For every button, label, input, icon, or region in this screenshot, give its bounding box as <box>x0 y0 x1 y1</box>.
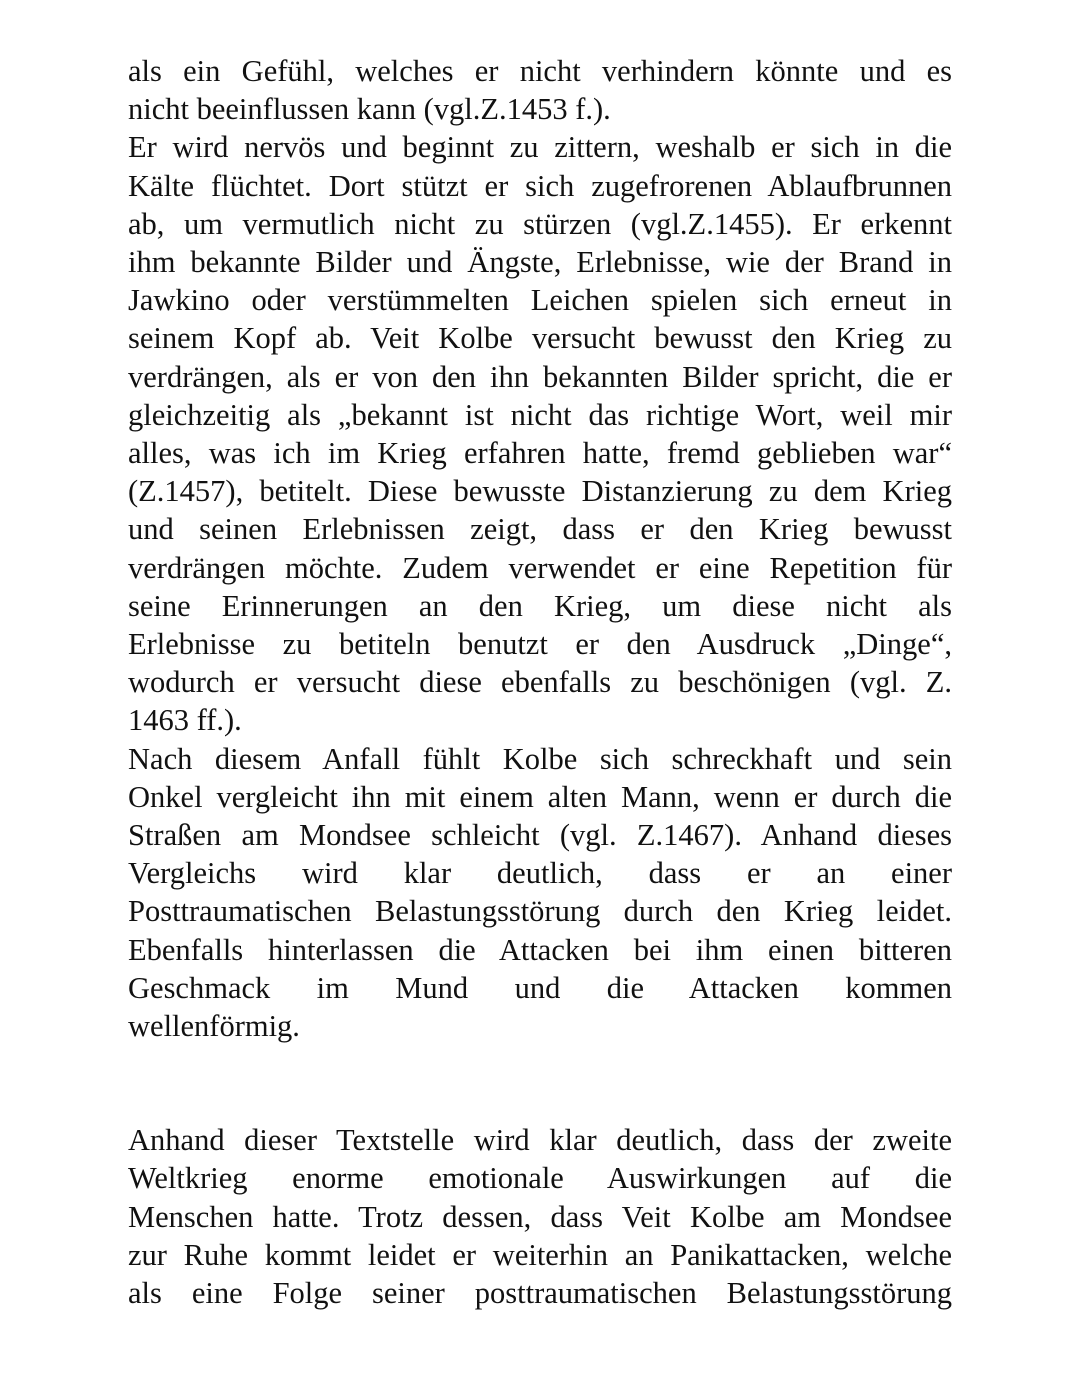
text-line: Er wird nervös und beginnt zu zittern, weshalb er sich in die <box>128 130 952 165</box>
text-line: als ein Gefühl, welches er nicht verhindern könnte und es <box>128 54 952 88</box>
text-line: Posttraumatischen Belastungsstörung durch den Krieg leidet. <box>128 894 952 929</box>
text-line: (Z.1457), betitelt. Diese bewusste Distanzierung zu dem Krieg <box>128 474 952 509</box>
text-line: ab, um vermutlich nicht zu stürzen (vgl.Z.1455). Er erkennt <box>128 206 952 241</box>
text-line: Vergleichs wird klar deutlich, dass er an einer <box>128 856 952 891</box>
paragraph-3 <box>128 740 952 1046</box>
text-line: Geschmack im Mund und die Attacken kommen <box>128 970 952 1005</box>
text-line: Straßen am Mondsee schleicht (vgl. Z.1467). Anhand dieses <box>128 818 952 853</box>
text-line: und seinen Erlebnissen zeigt, dass er den Krieg bewusst <box>128 512 952 547</box>
paragraph-spacer <box>128 1045 952 1121</box>
text-line: zur Ruhe kommt leidet er weiterhin an Panikattacken, welche <box>128 1237 952 1272</box>
paragraph-2 <box>128 128 952 739</box>
text-line: Weltkrieg enorme emotionale Auswirkungen auf die <box>128 1161 952 1196</box>
paragraph-4 <box>128 1121 952 1312</box>
text-line: wellenförmig. <box>128 1009 300 1044</box>
text-line: verdrängen möchte. Zudem verwendet er eine Repetition für <box>128 550 952 585</box>
text-line: Nach diesem Anfall fühlt Kolbe sich schreckhaft und sein <box>128 741 952 776</box>
text-line: Menschen hatte. Trotz dessen, dass Veit Kolbe am Mondsee <box>128 1199 952 1234</box>
text-line: 1463 ff.). <box>128 703 242 738</box>
text-line: ihm bekannte Bilder und Ängste, Erlebnisse, wie der Brand in <box>128 245 952 280</box>
text-line: nicht beeinflussen kann (vgl.Z.1453 f.). <box>128 92 611 127</box>
text-line: Ebenfalls hinterlassen die Attacken bei ihm einen bitteren <box>128 932 952 967</box>
text-line: Kälte flüchtet. Dort stützt er sich zugefrorenen Ablaufbrunnen <box>128 168 952 203</box>
text-line: wodurch er versucht diese ebenfalls zu beschönigen (vgl. Z. <box>128 665 952 700</box>
text-line: Jawkino oder verstümmelten Leichen spielen sich erneut in <box>128 283 952 318</box>
text-line: alles, was ich im Krieg erfahren hatte, fremd geblieben war“ <box>128 436 952 471</box>
text-line: verdrängen, als er von den ihn bekannten Bilder spricht, die er <box>128 359 952 394</box>
text-line: Onkel vergleicht ihn mit einem alten Mann, wenn er durch die <box>128 779 952 814</box>
text-line: seinem Kopf ab. Veit Kolbe versucht bewusst den Krieg zu <box>128 321 952 356</box>
text-line: Anhand dieser Textstelle wird klar deutlich, dass der zweite <box>128 1123 952 1158</box>
text-line: Erlebnisse zu betiteln benutzt er den Ausdruck „Dinge“, <box>128 627 952 662</box>
text-line: als eine Folge seiner posttraumatischen Belastungsstörung <box>128 1276 952 1311</box>
document-page <box>128 52 952 1312</box>
text-line: seine Erinnerungen an den Krieg, um diese nicht als <box>128 588 952 623</box>
text-line: gleichzeitig als „bekannt ist nicht das richtige Wort, weil mir <box>128 397 952 432</box>
paragraph-1 <box>128 52 952 128</box>
